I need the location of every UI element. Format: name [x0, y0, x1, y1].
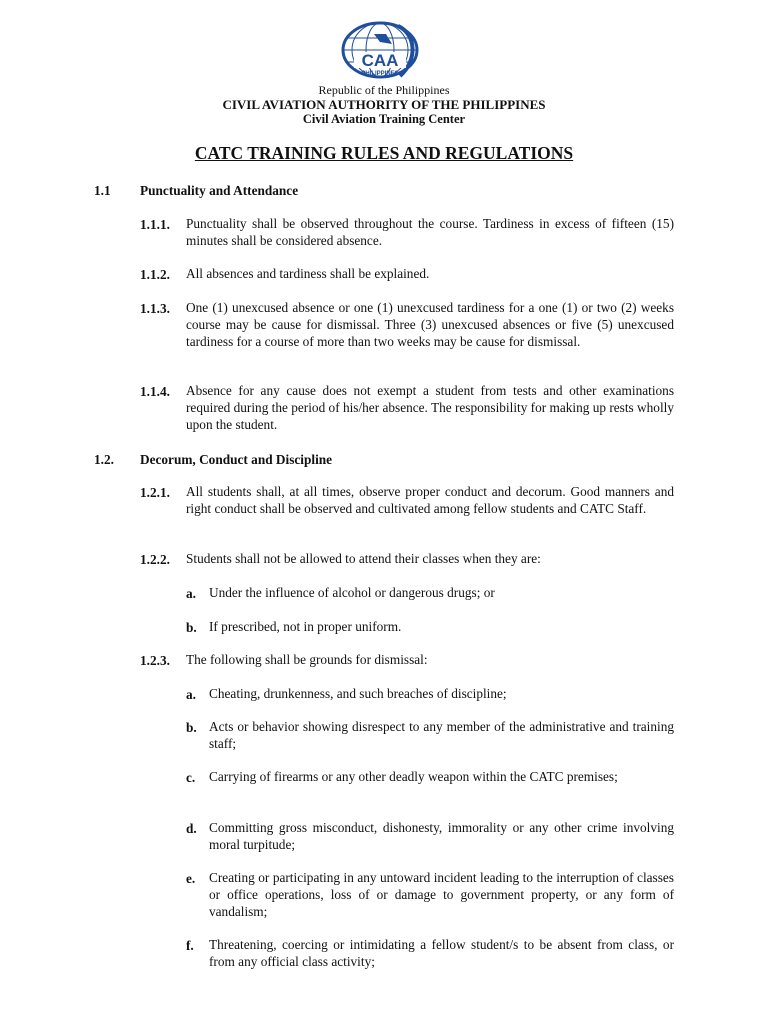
list-item-letter: c. — [186, 770, 196, 785]
subsection-number: 1.1.4. — [140, 384, 170, 399]
subsection-text: All students shall, at all times, observe proper conduct and decorum. Good manners and right conduct shall be observed and cultivated among fellow students and CATC Staff. — [186, 484, 674, 516]
training-center-name: Civil Aviation Training Center — [302, 112, 466, 126]
list-item-text: Acts or behavior showing disrespect to any member of the administrative and training staff; — [209, 719, 674, 751]
list-item-letter: a. — [186, 586, 196, 601]
list-item-text: If prescribed, not in proper uniform. — [209, 619, 402, 634]
republic-line: Republic of the Philippines — [318, 83, 450, 97]
subsection-text: Punctuality shall be observed throughout the course. Tardiness in excess of fifteen (15) minutes shall be considered absence. — [186, 216, 674, 248]
section-number: 1.2. — [94, 452, 114, 467]
section-title: Punctuality and Attendance — [140, 183, 299, 198]
list-item-text: Cheating, drunkenness, and such breaches of discipline; — [209, 686, 507, 701]
subsection-number: 1.1.2. — [140, 267, 170, 282]
subsection-text: One (1) unexcused absence or one (1) unexcused tardiness for a one (1) or two (2) weeks course may be cause for dismissal. Three (3) unexcused absences or five (5) unexcused tardiness for a course of more than two weeks may be cause for dismissal. — [186, 300, 674, 349]
section-title: Decorum, Conduct and Discipline — [140, 452, 333, 467]
list-item-letter: b. — [186, 620, 197, 635]
subsection-text: Absence for any cause does not exempt a student from tests and other examinations required during the period of his/her absence. The responsibility for making up rests wholly upon the student. — [186, 383, 674, 432]
list-item-text: Carrying of firearms or any other deadly weapon within the CATC premises; — [209, 769, 618, 784]
document-title: CATC TRAINING RULES AND REGULATIONS — [194, 143, 574, 163]
list-item-letter: d. — [186, 821, 197, 836]
list-item-text: Threatening, coercing or intimidating a fellow student/s to be absent from class, or from any official class activity; — [209, 937, 674, 969]
subsection-text: All absences and tardiness shall be explained. — [186, 266, 430, 281]
authority-name: CIVIL AVIATION AUTHORITY OF THE PHILIPPINES — [222, 97, 546, 112]
subsection-number: 1.1.1. — [140, 217, 170, 232]
subsection-number: 1.2.2. — [140, 552, 170, 567]
list-item-letter: b. — [186, 720, 197, 735]
list-item-text: Under the influence of alcohol or dangerous drugs; or — [209, 585, 495, 600]
subsection-text: The following shall be grounds for dismissal: — [186, 652, 428, 667]
section-number: 1.1 — [94, 183, 111, 198]
list-item-letter: a. — [186, 687, 196, 702]
subsection-number: 1.2.3. — [140, 653, 170, 668]
subsection-number: 1.1.3. — [140, 301, 170, 316]
list-item-text: Creating or participating in any untoward incident leading to the interruption of classes or office operations, loss of or damage to government property, or any form of vandalism; — [209, 870, 674, 919]
list-item-letter: f. — [186, 938, 194, 953]
list-item-letter: e. — [186, 871, 196, 886]
caap-logo-graphic — [340, 20, 428, 84]
caap-logo — [340, 20, 428, 84]
logo-subtext: PHILIPPINES — [361, 71, 399, 77]
subsection-number: 1.2.1. — [140, 485, 170, 500]
list-item-text: Committing gross misconduct, dishonesty, immorality or any other crime involving moral turpitude; — [209, 820, 674, 852]
subsection-text: Students shall not be allowed to attend their classes when they are: — [186, 551, 541, 566]
logo-text: CAA — [361, 51, 399, 70]
